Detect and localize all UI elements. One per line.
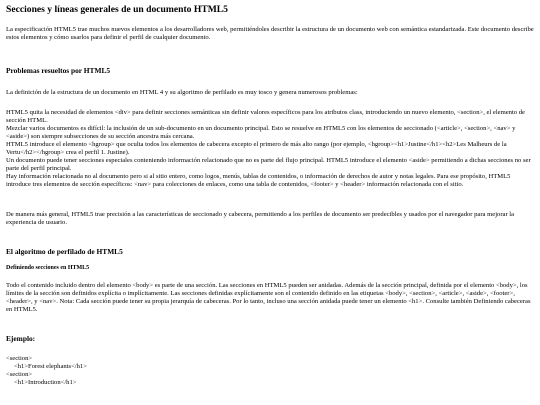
code-line-text: <section>	[6, 371, 33, 378]
problems-mixing-paragraph: Mezclar varios documentos es difícil: la inclusión de un sub-documento en un documento principal. Esto se resuelve en HTML5 con los elementos de seccionado (<article>, <section>, <nav> y <aside>) son siempre subsecciones de su sección ancestra más cercana.	[6, 125, 516, 140]
problems-div-paragraph: HTML5 quita la necesidad de elementos <div> para definir secciones semánticas sin definir valores específicos para los atributos class, introduciendo un nuevo elemento, <section>, el elemento de sección HTML.	[6, 109, 525, 124]
problems-intro-paragraph: La definición de la estructura de un documento en HTML 4 y su algoritmo de perfilado es muy tosco y genera numerosos problemas:	[6, 89, 358, 96]
defining-sections-paragraph: Todo el contenido incluido dentro del elemento <body> es parte de una sección. Las secciones en HTML5 pueden ser anidadas. Además de la sección principal, definida por el elemento <body>, los límites de la sección son definidos explícita o implícitamente. Las secciones definidas explícitamente son el contenido definido en las etiquetas <body>, <section>, <article>, <aside>, <footer>, <header>, y <nav>. Nota: Cada sección puede tener su propia jerarquía de cabeceras. Por lo tanto, incluso una sección anidada puede tener un elemento <h1>. Consulte también Definiendo cabeceras en HTML5.	[6, 282, 531, 313]
problems-aside-paragraph: Un documento puede tener secciones especiales conteniendo información relacionado que no es parte del flujo principal. HTML5 introduce el elemento <aside> permitiendo a dichas secciones no ser parte del perfil principal.	[6, 157, 531, 172]
section-heading-problems: Problemas resueltos por HTML5	[6, 66, 111, 75]
code-line-text: <section>	[6, 355, 33, 362]
code-line-text: <h1>Introduction</h1>	[14, 379, 77, 386]
code-line	[6, 355, 534, 363]
problems-summary-paragraph: De manera más general, HTML5 trae precisión a las características de seccionado y cabecera, permitiendo a los perfiles de documento ser predecibles y usados por el navegador para mejorar la experiencia de usuario.	[6, 211, 515, 226]
code-line	[6, 371, 534, 379]
intro-paragraph: La especificación HTML5 trae muchos nuevos elementos a los desarrolladores web, permitiéndoles describir la estructura de un documento web con semántica estandarizada. Este documento describe estos elementos y cómo usarlos para definir el perfil de cualquier documento.	[6, 26, 534, 41]
page-title: Secciones y líneas generales de un documento HTML5	[6, 4, 228, 15]
example-heading: Ejemplo:	[6, 334, 36, 343]
problems-site-info-paragraph: Hay información relacionada no al documento pero si al sitio entero, como logos, menús, tablas de contenidos, o información de derechos de autor y notas legales. Para ese propósito, HTML5 introduce tres elementos de sección específicos: <nav> para colecciones de enlaces, como una tabla de contenidos, <footer> y <header> información relacionada con el sitio.	[6, 173, 511, 188]
code-example	[6, 355, 534, 387]
section-heading-algorithm: El algoritmo de perfilado de HTML5	[6, 247, 123, 256]
code-line	[6, 363, 534, 371]
code-line-text: <h1>Forest elephants</h1>	[14, 363, 87, 370]
code-line	[6, 379, 534, 387]
problems-hgroup-paragraph: HTML5 introduce el elemento <hgroup> que oculta todos los elementos de cabecera excepto el primero de más alto rango (por ejemplo, <hgroup><h1>Justine</h1><h2>Les Malheurs de la Vertu</h2></hgroup> crea el perfil 1. Justine).	[6, 141, 507, 156]
subheading-defining-sections: Definiendo secciones en HTML5	[6, 265, 90, 271]
